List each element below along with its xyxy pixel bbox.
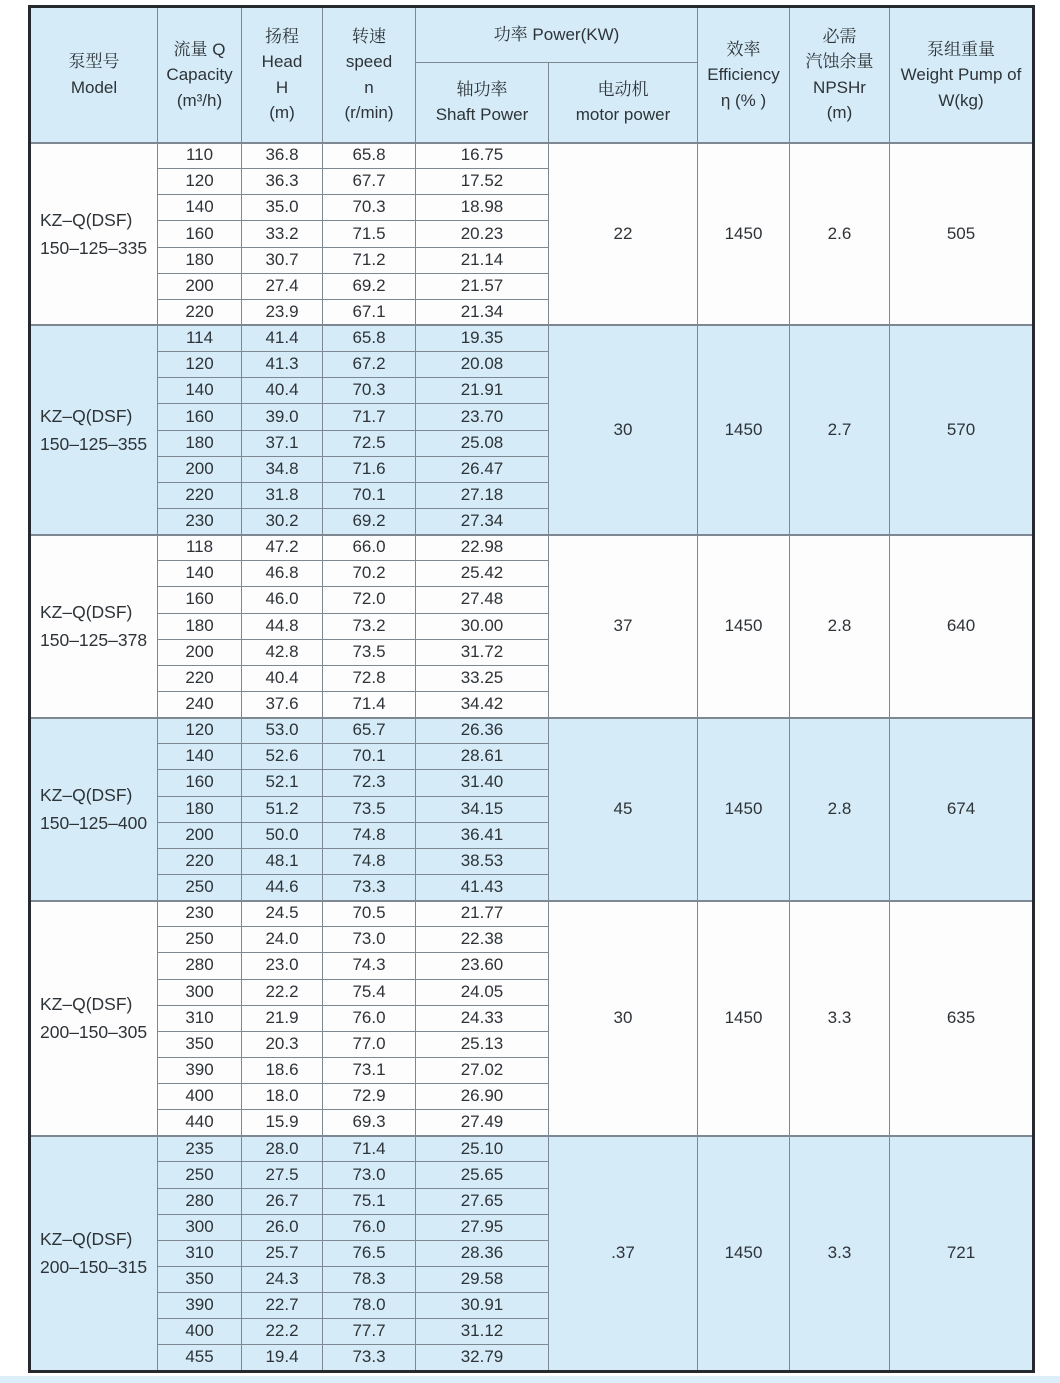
header-power-group: 功率 Power(KW) — [416, 7, 698, 63]
motor-power-cell: 37 — [549, 535, 698, 718]
capacity-cell: 230 — [158, 508, 242, 534]
capacity-cell: 310 — [158, 1005, 242, 1031]
header-capacity-cn: 流量 Q — [173, 39, 226, 59]
capacity-cell: 220 — [158, 299, 242, 325]
speed-cell: 78.3 — [323, 1267, 416, 1293]
header-model-en: Model — [70, 77, 118, 97]
speed-cell: 77.7 — [323, 1319, 416, 1345]
capacity-cell: 140 — [158, 561, 242, 587]
shaft-power-cell: 17.52 — [416, 169, 549, 195]
head-cell: 36.8 — [242, 143, 323, 169]
capacity-cell: 140 — [158, 195, 242, 221]
weight-cell: 721 — [890, 1136, 1034, 1371]
head-cell: 22.2 — [242, 979, 323, 1005]
model-line: KZ–Q(DSF) — [40, 209, 133, 230]
capacity-cell: 235 — [158, 1136, 242, 1162]
header-capacity-en: Capacity — [166, 65, 233, 84]
head-cell: 28.0 — [242, 1136, 323, 1162]
capacity-cell: 240 — [158, 691, 242, 717]
head-cell: 47.2 — [242, 535, 323, 561]
shaft-power-cell: 27.34 — [416, 508, 549, 534]
shaft-power-cell: 21.77 — [416, 901, 549, 927]
header-head-unit: (m) — [269, 103, 295, 123]
model-line: 200–150–315 — [40, 1257, 148, 1278]
head-cell: 40.4 — [242, 378, 323, 404]
header-efficiency-cn: 效率 — [726, 39, 761, 59]
capacity-cell: 400 — [158, 1319, 242, 1345]
table-row — [30, 1136, 1034, 1162]
head-cell: 37.1 — [242, 430, 323, 456]
capacity-cell: 160 — [158, 221, 242, 247]
shaft-power-cell: 27.95 — [416, 1214, 549, 1240]
model-cell — [30, 325, 158, 534]
speed-cell: 69.2 — [323, 273, 416, 299]
shaft-power-cell: 21.34 — [416, 299, 549, 325]
header-capacity-unit: (m³/h) — [176, 90, 223, 110]
efficiency-cell: 1450 — [698, 1136, 790, 1371]
npshr-cell: 2.6 — [790, 143, 890, 326]
head-cell: 22.7 — [242, 1293, 323, 1319]
speed-cell: 73.3 — [323, 874, 416, 900]
weight-cell: 505 — [890, 143, 1034, 326]
capacity-cell: 140 — [158, 744, 242, 770]
head-cell: 34.8 — [242, 456, 323, 482]
capacity-cell: 200 — [158, 639, 242, 665]
table-header — [30, 7, 1034, 143]
speed-cell: 70.3 — [323, 378, 416, 404]
model-line: KZ–Q(DSF) — [40, 602, 133, 623]
header-model — [30, 7, 158, 143]
header-weight-cn: 泵组重量 — [927, 39, 995, 59]
shaft-power-cell: 27.65 — [416, 1188, 549, 1214]
speed-cell: 76.0 — [323, 1214, 416, 1240]
speed-cell: 74.3 — [323, 953, 416, 979]
head-cell: 39.0 — [242, 404, 323, 430]
capacity-cell: 220 — [158, 665, 242, 691]
shaft-power-cell: 34.15 — [416, 796, 549, 822]
shaft-power-cell: 27.18 — [416, 482, 549, 508]
header-npshr — [790, 7, 890, 143]
head-cell: 20.3 — [242, 1031, 323, 1057]
capacity-cell: 230 — [158, 901, 242, 927]
speed-cell: 70.1 — [323, 744, 416, 770]
shaft-power-cell: 21.14 — [416, 247, 549, 273]
shaft-power-cell: 34.42 — [416, 691, 549, 717]
head-cell: 22.2 — [242, 1319, 323, 1345]
model-line: KZ–Q(DSF) — [40, 994, 133, 1015]
header-motor-power-cn: 电动机 — [597, 79, 649, 99]
capacity-cell: 160 — [158, 587, 242, 613]
npshr-cell: 2.7 — [790, 325, 890, 534]
head-cell: 26.7 — [242, 1188, 323, 1214]
speed-cell: 78.0 — [323, 1293, 416, 1319]
efficiency-cell: 1450 — [698, 535, 790, 718]
speed-cell: 71.2 — [323, 247, 416, 273]
speed-cell: 73.2 — [323, 613, 416, 639]
head-cell: 18.0 — [242, 1084, 323, 1110]
shaft-power-cell: 41.43 — [416, 874, 549, 900]
head-cell: 37.6 — [242, 691, 323, 717]
capacity-cell: 440 — [158, 1110, 242, 1136]
shaft-power-cell: 26.36 — [416, 718, 549, 744]
head-cell: 46.0 — [242, 587, 323, 613]
capacity-cell: 140 — [158, 378, 242, 404]
shaft-power-cell: 31.72 — [416, 639, 549, 665]
capacity-cell: 180 — [158, 613, 242, 639]
shaft-power-cell: 22.38 — [416, 927, 549, 953]
capacity-cell: 390 — [158, 1057, 242, 1083]
header-weight-unit: W(kg) — [938, 90, 984, 110]
header-shaft-power-en: Shaft Power — [435, 105, 529, 125]
capacity-cell: 200 — [158, 456, 242, 482]
speed-cell: 72.8 — [323, 665, 416, 691]
speed-cell: 73.3 — [323, 1345, 416, 1371]
shaft-power-cell: 18.98 — [416, 195, 549, 221]
speed-cell: 72.9 — [323, 1084, 416, 1110]
speed-cell: 70.1 — [323, 482, 416, 508]
shaft-power-cell: 32.79 — [416, 1345, 549, 1371]
shaft-power-cell: 16.75 — [416, 143, 549, 169]
head-cell: 24.3 — [242, 1267, 323, 1293]
shaft-power-cell: 29.58 — [416, 1267, 549, 1293]
capacity-cell: 400 — [158, 1084, 242, 1110]
model-cell — [30, 718, 158, 901]
speed-cell: 75.4 — [323, 979, 416, 1005]
head-cell: 35.0 — [242, 195, 323, 221]
head-cell: 15.9 — [242, 1110, 323, 1136]
header-head-symbol: H — [275, 77, 289, 97]
header-npshr-cn2: 汽蚀余量 — [805, 52, 874, 72]
shaft-power-cell: 25.65 — [416, 1162, 549, 1188]
shaft-power-cell: 21.91 — [416, 378, 549, 404]
shaft-power-cell: 25.42 — [416, 561, 549, 587]
capacity-cell: 220 — [158, 848, 242, 874]
bottom-strip — [0, 1376, 1060, 1383]
head-cell: 30.7 — [242, 247, 323, 273]
speed-cell: 77.0 — [323, 1031, 416, 1057]
shaft-power-cell: 26.90 — [416, 1084, 549, 1110]
model-line: 150–125–355 — [40, 434, 148, 455]
header-efficiency-unit: η (% ) — [720, 90, 767, 110]
speed-cell: 67.2 — [323, 352, 416, 378]
head-cell: 23.9 — [242, 299, 323, 325]
head-cell: 19.4 — [242, 1345, 323, 1371]
header-motor-power-en: motor power — [575, 105, 671, 125]
capacity-cell: 160 — [158, 770, 242, 796]
head-cell: 31.8 — [242, 482, 323, 508]
shaft-power-cell: 23.70 — [416, 404, 549, 430]
speed-cell: 67.1 — [323, 299, 416, 325]
speed-cell: 69.2 — [323, 508, 416, 534]
weight-cell: 674 — [890, 718, 1034, 901]
shaft-power-cell: 30.00 — [416, 613, 549, 639]
efficiency-cell: 1450 — [698, 143, 790, 326]
header-npshr-cn1: 必需 — [822, 26, 857, 46]
capacity-cell: 200 — [158, 822, 242, 848]
table-row — [30, 143, 1034, 169]
npshr-cell: 3.3 — [790, 901, 890, 1136]
header-efficiency-en: Efficiency — [707, 65, 780, 84]
speed-cell: 67.7 — [323, 169, 416, 195]
head-cell: 40.4 — [242, 665, 323, 691]
head-cell: 48.1 — [242, 848, 323, 874]
capacity-cell: 120 — [158, 352, 242, 378]
speed-cell: 73.5 — [323, 796, 416, 822]
model-line: 150–125–400 — [40, 813, 148, 834]
speed-cell: 72.0 — [323, 587, 416, 613]
header-motor-power — [549, 63, 698, 143]
head-cell: 44.8 — [242, 613, 323, 639]
model-line: 200–150–305 — [40, 1022, 148, 1043]
model-cell — [30, 535, 158, 718]
shaft-power-cell: 27.49 — [416, 1110, 549, 1136]
header-head — [242, 7, 323, 143]
model-line: 150–125–335 — [40, 237, 148, 258]
model-cell — [30, 901, 158, 1136]
motor-power-cell: 30 — [549, 325, 698, 534]
head-cell: 24.0 — [242, 927, 323, 953]
table-row — [30, 325, 1034, 351]
header-capacity — [158, 7, 242, 143]
shaft-power-cell: 21.57 — [416, 273, 549, 299]
capacity-cell: 220 — [158, 482, 242, 508]
speed-cell: 72.3 — [323, 770, 416, 796]
shaft-power-cell: 27.02 — [416, 1057, 549, 1083]
capacity-cell: 118 — [158, 535, 242, 561]
capacity-cell: 200 — [158, 273, 242, 299]
weight-cell: 635 — [890, 901, 1034, 1136]
speed-cell: 65.8 — [323, 143, 416, 169]
head-cell: 52.6 — [242, 744, 323, 770]
model-line: KZ–Q(DSF) — [40, 406, 133, 427]
speed-cell: 76.0 — [323, 1005, 416, 1031]
header-speed-cn: 转速 — [352, 26, 386, 46]
shaft-power-cell: 22.98 — [416, 535, 549, 561]
shaft-power-cell: 30.91 — [416, 1293, 549, 1319]
speed-cell: 76.5 — [323, 1240, 416, 1266]
capacity-cell: 390 — [158, 1293, 242, 1319]
npshr-cell: 2.8 — [790, 718, 890, 901]
speed-cell: 72.5 — [323, 430, 416, 456]
head-cell: 46.8 — [242, 561, 323, 587]
capacity-cell: 250 — [158, 927, 242, 953]
speed-cell: 65.8 — [323, 325, 416, 351]
weight-cell: 570 — [890, 325, 1034, 534]
shaft-power-cell: 25.10 — [416, 1136, 549, 1162]
speed-cell: 66.0 — [323, 535, 416, 561]
capacity-cell: 350 — [158, 1031, 242, 1057]
shaft-power-cell: 31.12 — [416, 1319, 549, 1345]
head-cell: 26.0 — [242, 1214, 323, 1240]
capacity-cell: 250 — [158, 874, 242, 900]
speed-cell: 71.4 — [323, 1136, 416, 1162]
shaft-power-cell: 23.60 — [416, 953, 549, 979]
header-npshr-en: NPSHr — [813, 77, 866, 97]
head-cell: 51.2 — [242, 796, 323, 822]
head-cell: 27.5 — [242, 1162, 323, 1188]
header-efficiency — [698, 7, 790, 143]
speed-cell: 71.7 — [323, 404, 416, 430]
speed-cell: 73.1 — [323, 1057, 416, 1083]
header-weight — [890, 7, 1034, 143]
capacity-cell: 250 — [158, 1162, 242, 1188]
head-cell: 18.6 — [242, 1057, 323, 1083]
efficiency-cell: 1450 — [698, 901, 790, 1136]
speed-cell: 73.0 — [323, 1162, 416, 1188]
shaft-power-cell: 27.48 — [416, 587, 549, 613]
speed-cell: 71.5 — [323, 221, 416, 247]
model-line: KZ–Q(DSF) — [40, 1229, 133, 1250]
shaft-power-cell: 20.23 — [416, 221, 549, 247]
shaft-power-cell: 25.08 — [416, 430, 549, 456]
speed-cell: 74.8 — [323, 848, 416, 874]
header-npshr-unit: (m) — [826, 103, 853, 123]
header-head-en: Head — [261, 52, 303, 72]
npshr-cell: 2.8 — [790, 535, 890, 718]
motor-power-cell: 30 — [549, 901, 698, 1136]
capacity-cell: 310 — [158, 1240, 242, 1266]
shaft-power-cell: 36.41 — [416, 822, 549, 848]
header-model-cn: 泵型号 — [68, 52, 120, 72]
capacity-cell: 180 — [158, 430, 242, 456]
model-line: KZ–Q(DSF) — [40, 785, 133, 806]
speed-cell: 65.7 — [323, 718, 416, 744]
table-row — [30, 901, 1034, 927]
speed-cell: 69.3 — [323, 1110, 416, 1136]
head-cell: 33.2 — [242, 221, 323, 247]
capacity-cell: 300 — [158, 1214, 242, 1240]
table-body — [30, 143, 1034, 1372]
header-shaft-power — [416, 63, 549, 143]
capacity-cell: 455 — [158, 1345, 242, 1371]
speed-cell: 75.1 — [323, 1188, 416, 1214]
shaft-power-cell: 38.53 — [416, 848, 549, 874]
capacity-cell: 280 — [158, 953, 242, 979]
head-cell: 44.6 — [242, 874, 323, 900]
head-cell: 24.5 — [242, 901, 323, 927]
head-cell: 23.0 — [242, 953, 323, 979]
shaft-power-cell: 20.08 — [416, 352, 549, 378]
shaft-power-cell: 25.13 — [416, 1031, 549, 1057]
speed-cell: 70.3 — [323, 195, 416, 221]
shaft-power-cell: 33.25 — [416, 665, 549, 691]
table-row — [30, 535, 1034, 561]
shaft-power-cell: 19.35 — [416, 325, 549, 351]
header-head-cn: 扬程 — [265, 26, 299, 46]
table-row — [30, 718, 1034, 744]
speed-cell: 71.6 — [323, 456, 416, 482]
header-weight-en: Weight Pump of — [900, 65, 1022, 84]
speed-cell: 73.0 — [323, 927, 416, 953]
header-speed-en: speed — [345, 52, 393, 72]
capacity-cell: 160 — [158, 404, 242, 430]
motor-power-cell: .37 — [549, 1136, 698, 1371]
model-line: 150–125–378 — [40, 630, 148, 651]
motor-power-cell: 45 — [549, 718, 698, 901]
model-cell — [30, 1136, 158, 1371]
shaft-power-cell: 28.61 — [416, 744, 549, 770]
header-row-top — [30, 7, 1034, 63]
head-cell: 25.7 — [242, 1240, 323, 1266]
capacity-cell: 120 — [158, 169, 242, 195]
capacity-cell: 110 — [158, 143, 242, 169]
shaft-power-cell: 26.47 — [416, 456, 549, 482]
header-shaft-power-cn: 轴功率 — [456, 79, 508, 99]
head-cell: 27.4 — [242, 273, 323, 299]
speed-cell: 70.5 — [323, 901, 416, 927]
capacity-cell: 180 — [158, 247, 242, 273]
motor-power-cell: 22 — [549, 143, 698, 326]
capacity-cell: 350 — [158, 1267, 242, 1293]
speed-cell: 74.8 — [323, 822, 416, 848]
speed-cell: 73.5 — [323, 639, 416, 665]
header-speed-symbol: n — [364, 77, 374, 97]
efficiency-cell: 1450 — [698, 325, 790, 534]
model-cell — [30, 143, 158, 326]
weight-cell: 640 — [890, 535, 1034, 718]
head-cell: 21.9 — [242, 1005, 323, 1031]
head-cell: 53.0 — [242, 718, 323, 744]
head-cell: 41.4 — [242, 325, 323, 351]
head-cell: 36.3 — [242, 169, 323, 195]
shaft-power-cell: 24.33 — [416, 1005, 549, 1031]
shaft-power-cell: 24.05 — [416, 979, 549, 1005]
capacity-cell: 280 — [158, 1188, 242, 1214]
head-cell: 42.8 — [242, 639, 323, 665]
head-cell: 52.1 — [242, 770, 323, 796]
npshr-cell: 3.3 — [790, 1136, 890, 1371]
head-cell: 41.3 — [242, 352, 323, 378]
capacity-cell: 180 — [158, 796, 242, 822]
capacity-cell: 300 — [158, 979, 242, 1005]
efficiency-cell: 1450 — [698, 718, 790, 901]
pump-spec-table — [28, 5, 1035, 1373]
head-cell: 30.2 — [242, 508, 323, 534]
capacity-cell: 120 — [158, 718, 242, 744]
capacity-cell: 114 — [158, 325, 242, 351]
header-speed — [323, 7, 416, 143]
head-cell: 50.0 — [242, 822, 323, 848]
speed-cell: 71.4 — [323, 691, 416, 717]
shaft-power-cell: 28.36 — [416, 1240, 549, 1266]
header-speed-unit: (r/min) — [344, 103, 394, 123]
shaft-power-cell: 31.40 — [416, 770, 549, 796]
speed-cell: 70.2 — [323, 561, 416, 587]
